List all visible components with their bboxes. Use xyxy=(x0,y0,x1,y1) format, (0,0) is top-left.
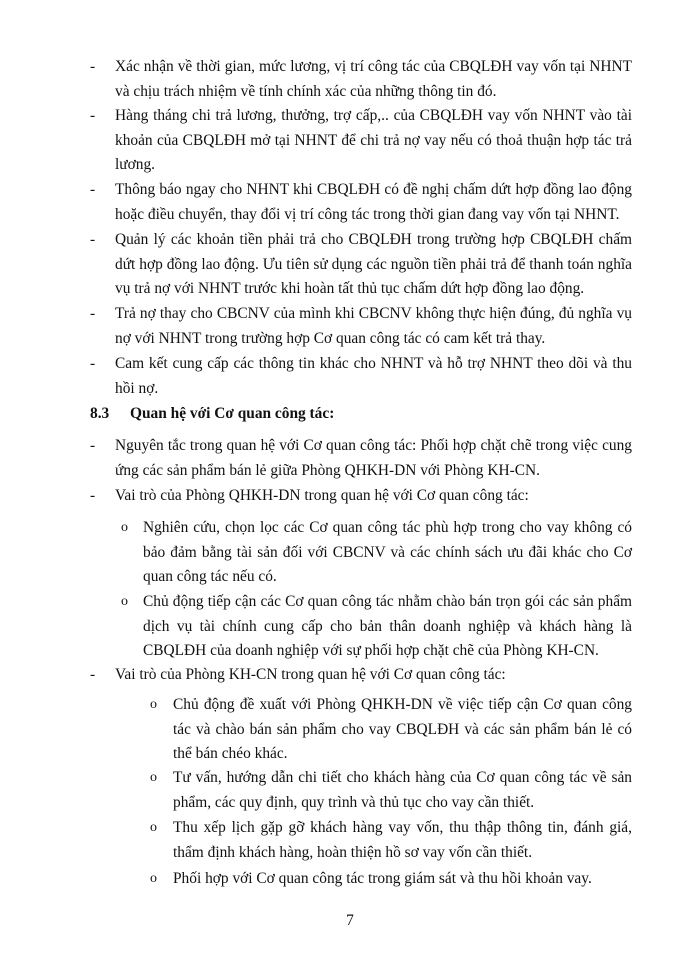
sub-bullet: o xyxy=(150,697,157,712)
list-bullet: - xyxy=(90,231,96,248)
sub-bullet: o xyxy=(121,520,128,535)
role-khcn-item: Chủ động đề xuất với Phòng QHKH-DN về việc tiếp cận Cơ quan công tác và chào bán sản phẩm cho vay CBQLĐH và các sản phẩm bán lẻ có thể bán chéo khác. xyxy=(173,696,632,762)
list-bullet: - xyxy=(90,355,96,372)
list-bullet: - xyxy=(90,437,96,454)
role-khcn-item: Thu xếp lịch gặp gỡ khách hàng vay vốn, thu thập thông tin, đánh giá, thẩm định khách hàng, hoàn thiện hồ sơ vay vốn cần thiết. xyxy=(173,819,632,861)
page-number: 7 xyxy=(346,912,354,929)
sub-bullet: o xyxy=(150,871,157,886)
list-bullet: - xyxy=(90,487,96,504)
role-khcn-intro: Vai trò của Phòng KH-CN trong quan hệ với Cơ quan công tác: xyxy=(115,666,506,683)
role-qhkh-intro: Vai trò của Phòng QHKH-DN trong quan hệ với Cơ quan công tác: xyxy=(115,487,529,504)
role-khcn-item: Tư vấn, hướng dẫn chi tiết cho khách hàng của Cơ quan công tác về sản phẩm, các quy định, quy trình và thủ tục cho vay cần thiết. xyxy=(173,769,632,811)
list-bullet: - xyxy=(90,58,96,75)
section-number: 8.3 xyxy=(90,405,110,422)
list-bullet: - xyxy=(90,305,96,322)
list-item: Trả nợ thay cho CBCNV của mình khi CBCNV không thực hiện đúng, đủ nghĩa vụ nợ với NHNT trong trường hợp Cơ quan công tác có cam kết trả thay. xyxy=(115,305,632,347)
list-bullet: - xyxy=(90,181,96,198)
role-khcn-item: Phối hợp với Cơ quan công tác trong giám sát và thu hồi khoản vay. xyxy=(173,870,592,887)
sub-bullet: o xyxy=(121,594,128,609)
section-title: Quan hệ với Cơ quan công tác: xyxy=(130,405,335,422)
role-qhkh-item: Nghiên cứu, chọn lọc các Cơ quan công tác phù hợp trong cho vay không có bảo đảm bằng tài sản đối với CBCNV và các chính sách ưu đãi khác cho Cơ quan công tác nếu có. xyxy=(143,519,632,585)
list-item: Cam kết cung cấp các thông tin khác cho NHNT và hỗ trợ NHNT theo dõi và thu hồi nợ. xyxy=(115,355,632,397)
role-qhkh-item: Chủ động tiếp cận các Cơ quan công tác nhằm chào bán trọn gói các sản phẩm dịch vụ tài chính cung cấp cho bản thân doanh nghiệp và khách hàng là CBQLĐH của doanh nghiệp với sự phối hợp chặt chẽ của Phòng KH-CN. xyxy=(143,593,632,659)
sub-bullet: o xyxy=(150,770,157,785)
list-bullet: - xyxy=(90,107,96,124)
list-item: Quản lý các khoản tiền phải trả cho CBQLĐH trong trường hợp CBQLĐH chấm dứt hợp đồng lao động. Ưu tiên sử dụng các nguồn tiền phải trả để thanh toán nghĩa vụ trả nợ với NHNT trước khi hoàn tất thủ tục chấm dứt hợp đồng lao động. xyxy=(115,231,632,297)
list-item: Hàng tháng chi trả lương, thưởng, trợ cấp,.. của CBQLĐH vay vốn NHNT vào tài khoản của CBQLĐH mở tại NHNT để chi trả nợ vay nếu có thoả thuận hợp tác trả lương. xyxy=(115,107,632,173)
sub-bullet: o xyxy=(150,820,157,835)
list-item: Thông báo ngay cho NHNT khi CBQLĐH có đề nghị chấm dứt hợp đồng lao động hoặc điều chuyển, thay đổi vị trí công tác trong thời gian đang vay vốn tại NHNT. xyxy=(115,181,632,223)
list-bullet: - xyxy=(90,666,96,683)
principle-text: Nguyên tắc trong quan hệ với Cơ quan công tác: Phối hợp chặt chẽ trong việc cung ứng các sản phẩm bán lẻ giữa Phòng QHKH-DN với Phòng KH-CN. xyxy=(115,437,632,479)
list-item: Xác nhận về thời gian, mức lương, vị trí công tác của CBQLĐH vay vốn tại NHNT và chịu trách nhiệm về tính chính xác của những thông tin đó. xyxy=(115,58,632,100)
